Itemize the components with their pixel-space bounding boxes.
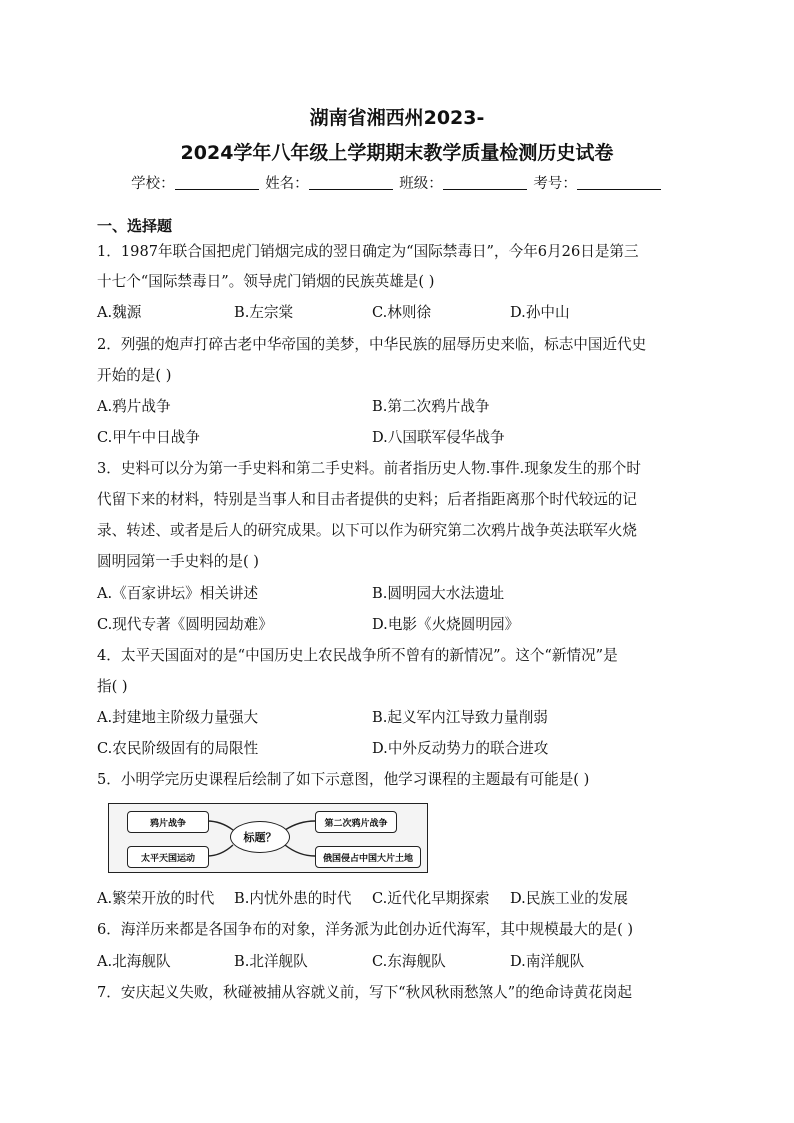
exam-title-line2: 2024学年八年级上学期期末教学质量检测历史试卷 [180,142,614,164]
question-line: 代留下来的材料，特别是当事人和目击者提供的史料；后者指距离那个时代较远的记 [97,491,637,508]
option-b[interactable]: B.第二次鸦片战争 [372,398,490,415]
question-line: 4．太平天国面对的是“中国历史上农民战争所不曾有的新情况”。这个“新情况”是 [97,647,618,664]
question-line: 1．1987年联合国把虎门销烟完成的翌日确定为“国际禁毒日”，今年6月26日是第三 [97,243,639,260]
name-label: 姓名： [265,176,309,192]
diagram-box-bottom-left: 太平天国运动 [127,846,209,868]
question-line: 7．安庆起义失败，秋碰被捕从容就义前，写下“秋风秋雨愁煞人”的绝命诗黄花岗起 [97,984,632,1001]
option-b[interactable]: B.圆明园大水法遗址 [372,585,505,602]
name-blank[interactable] [309,175,393,190]
mind-map-diagram [108,803,428,873]
question-line: 5．小明学完历史课程后绘制了如下示意图，他学习课程的主题最有可能是( ) [97,771,590,788]
option-d[interactable]: D.南洋舰队 [510,953,585,970]
option-d[interactable]: D.民族工业的发展 [510,890,628,907]
option-b[interactable]: B.左宗棠 [234,304,294,321]
question-line: 2．列强的炮声打碎古老中华帝国的美梦，中华民族的屈辱历史来临，标志中国近代史 [97,336,647,353]
diagram-center-node: 标题？ [230,821,290,853]
option-a[interactable]: A.魏源 [97,304,142,321]
student-info-row [0,172,794,193]
exam-no-label: 考号： [533,176,577,192]
question-line: 指( ) [97,678,128,695]
question-line: 十七个“国际禁毒日”。领导虎门销烟的民族英雄是( ) [97,273,435,290]
option-c[interactable]: C.近代化早期探索 [372,890,490,907]
exam-no-blank[interactable] [577,175,661,190]
exam-title-line1: 湖南省湘西州2023- [309,107,485,129]
class-blank[interactable] [443,175,527,190]
class-label: 班级： [399,176,443,192]
option-d[interactable]: D.八国联军侵华战争 [372,429,505,446]
option-d[interactable]: D.孙中山 [510,304,570,321]
question-line: 6．海洋历来都是各国争布的对象，洋务派为此创办近代海军，其中规模最大的是( ) [97,921,634,938]
option-c[interactable]: C.甲午中日战争 [97,429,200,446]
option-d[interactable]: D.电影《火烧圆明园》 [372,616,520,633]
option-c[interactable]: C.林则徐 [372,304,432,321]
question-line: 开始的是( ) [97,367,172,384]
option-b[interactable]: B.起义军内江导致力量削弱 [372,709,548,726]
diagram-box-bottom-right: 俄国侵占中国大片土地 [315,846,421,868]
option-d[interactable]: D.中外反动势力的联合进攻 [372,740,549,757]
section-title: 一、选择题 [97,217,173,235]
school-label: 学校： [131,176,175,192]
option-b[interactable]: B.北洋舰队 [234,953,308,970]
option-a[interactable]: A.鸦片战争 [97,398,171,415]
diagram-box-top-right: 第二次鸦片战争 [315,811,397,833]
question-line: 3．史料可以分为第一手史料和第二手史料。前者指历史人物.事件.现象发生的那个时 [97,460,641,477]
option-a[interactable]: A.繁荣开放的时代 [97,890,215,907]
option-a[interactable]: A.封建地主阶级力量强大 [97,709,259,726]
diagram-box-top-left: 鸦片战争 [127,811,209,833]
option-c[interactable]: C.农民阶级固有的局限性 [97,740,259,757]
school-blank[interactable] [175,175,259,190]
option-c[interactable]: C.东海舰队 [372,953,446,970]
option-b[interactable]: B.内忧外患的时代 [234,890,352,907]
question-line: 圆明园第一手史料的是( ) [97,553,259,570]
option-a[interactable]: A.北海舰队 [97,953,171,970]
option-c[interactable]: C.现代专著《圆明园劫难》 [97,616,273,633]
question-line: 录、转述、或者是后人的研究成果。以下可以作为研究第二次鸦片战争英法联军火烧 [97,522,637,539]
option-a[interactable]: A.《百家讲坛》相关讲述 [97,585,259,602]
